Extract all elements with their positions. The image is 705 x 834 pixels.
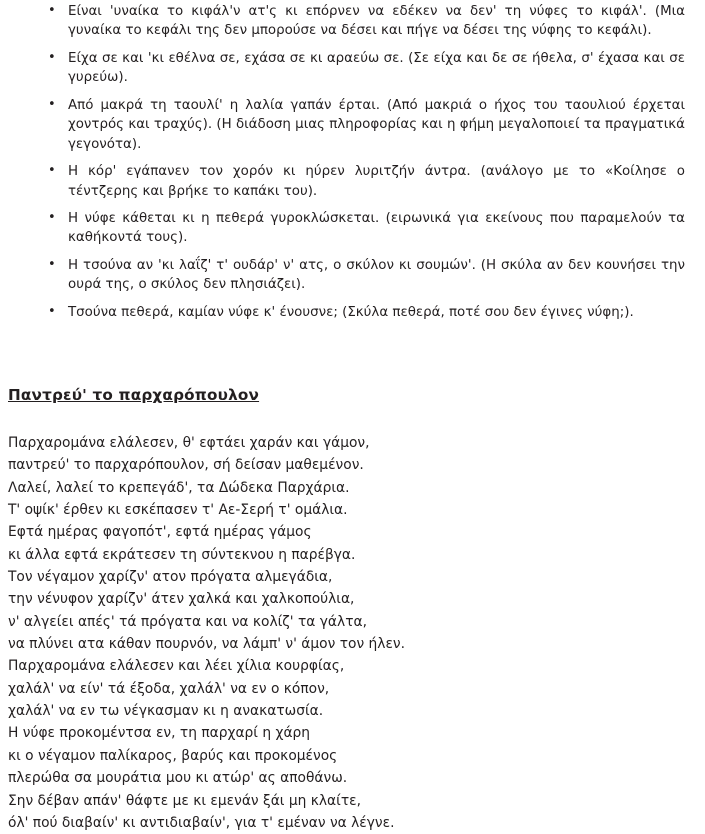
list-item (40, 96, 685, 154)
list-item (40, 256, 685, 295)
song-line: κι ο νέγαμον παλίκαρος, βαρύς και προκομένος (8, 747, 338, 764)
song-line: χαλάλ' να είν' τά έξοδα, χαλάλ' να εν ο κόπον, (8, 680, 330, 697)
bullet-icon: • (48, 96, 56, 112)
list-item (40, 162, 685, 201)
song-line: όλ' πού διαβαίν' κι αντιδιαβαίν', για τ' εμέναν να λέγνε. (8, 814, 395, 831)
proverb-text: Η κόρ' εγάπανεν τον χορόν κι ηύρεν λυριτζήν άντρα. (ανάλογο με το «Κοίλησε ο τέντζερης και βρήκε το καπάκι του). (68, 164, 685, 199)
proverb-text: Η νύφε κάθεται κι η πεθερά γυροκλώσκεται. (ειρωνικά για εκείνους που παραμελούν τα καθήκοντά τους). (68, 210, 685, 246)
song-line: Παρχαρομάνα ελάλεσεν και λέει χίλια κουρφίας, (8, 658, 345, 675)
proverb-text: Είχα σε και 'κι εθέλνα σε, εχάσα σε κι αραεύω σε. (Σε είχα και δε σε ήθελα, σ' έχασα και σε γυρεύω). (68, 50, 685, 86)
list-item (40, 209, 685, 248)
list-item (40, 49, 685, 88)
song-line: πλερώθα σα μουράτια μου κι ατώρ' ας αποθάνω. (8, 770, 348, 787)
song-body (8, 432, 668, 834)
song-line: την νένυφον χαρίζν' άτεν χαλκά και χαλκοπούλια, (8, 591, 355, 608)
bullet-icon: • (48, 256, 56, 272)
list-item (40, 2, 685, 41)
proverb-text: Είναι 'υναίκα το κιφάλ'ν ατ'ς κι επόρνεν να εδέκεν να δεν' τη νύφες το κιφάλ'. (Μια γυναίκα το κεφάλι της δεν μπορούσε να δέσει και πήγε να δέσει της νύφης το κεφάλι). (68, 4, 685, 39)
song-line: ν' αλγείει απές' τά πρόγατα και να κολίζ' τα γάλτα, (8, 613, 367, 630)
song-line: Σην δέβαν απάν' θάφτε με κι εμενάν ξάι μη κλαίτε, (8, 792, 361, 809)
bullet-icon: • (48, 209, 56, 225)
song-line: χαλάλ' να εν τω νέγκασμαν κι η ανακατωσία. (8, 703, 324, 720)
proverb-text: Τσούνα πεθερά, καμίαν νύφε κ' ένουσνε; (Σκύλα πεθερά, ποτέ σου δεν έγινες νύφη;). (68, 304, 634, 320)
list-item (40, 303, 685, 322)
song-line: Τ' οψίκ' έρθεν κι εσκέπασεν τ' Αε-Σερή τ' ομάλια. (8, 502, 348, 519)
proverb-list (40, 2, 685, 330)
song-line: παντρεύ' το παρχαρόπουλον, σή δείσαν μαθεμένον. (8, 457, 364, 474)
song-title: Παντρεύ' το παρχαρόπουλον (8, 386, 260, 404)
bullet-icon: • (48, 303, 56, 319)
proverb-text: Η τσούνα αν 'κι λαΐζ' τ' ουδάρ' ν' ατς, ο σκύλον κι σουμών'. (Η σκύλα αν δεν κουνήσει την ουρά της, ο σκύλος δεν πλησιάζει). (68, 257, 685, 293)
song-line: να πλύνει ατα κάθαν πουρνόν, να λάμπ' ν' άμον τον ήλεν. (8, 636, 406, 653)
bullet-icon: • (48, 163, 56, 179)
proverb-text: Από μακρά τη ταουλί' η λαλία γαπάν έρται. (Από μακριά ο ήχος του ταουλιού έρχεται χοντρός και τραχύς). (Η διάδοση μιας πληροφορίας και η φήμη μεγαλοποιεί τα πραγματικά γεγονότα). (68, 97, 685, 152)
song-line: Τον νέγαμον χαρίζν' ατον πρόγατα αλμεγάδια, (8, 569, 333, 586)
song-line: Λαλεί, λαλεί το κρεπεγάδ', τα Δώδεκα Παρχάρια. (8, 479, 350, 496)
song-line: Παρχαρομάνα ελάλεσεν, θ' εφτάει χαράν και γάμον, (8, 435, 370, 451)
song-line: Εφτά ημέρας φαγοπότ', εφτά ημέρας γάμος (8, 524, 312, 541)
song-line: κι άλλα εφτά εκράτεσεν τη σύντεκνου η παρέβγα. (8, 546, 356, 563)
song-line: Η νύφε προκομέντσα εν, τη παρχαρί η χάρη (8, 725, 311, 742)
bullet-icon: • (48, 3, 56, 18)
bullet-icon: • (48, 49, 56, 65)
